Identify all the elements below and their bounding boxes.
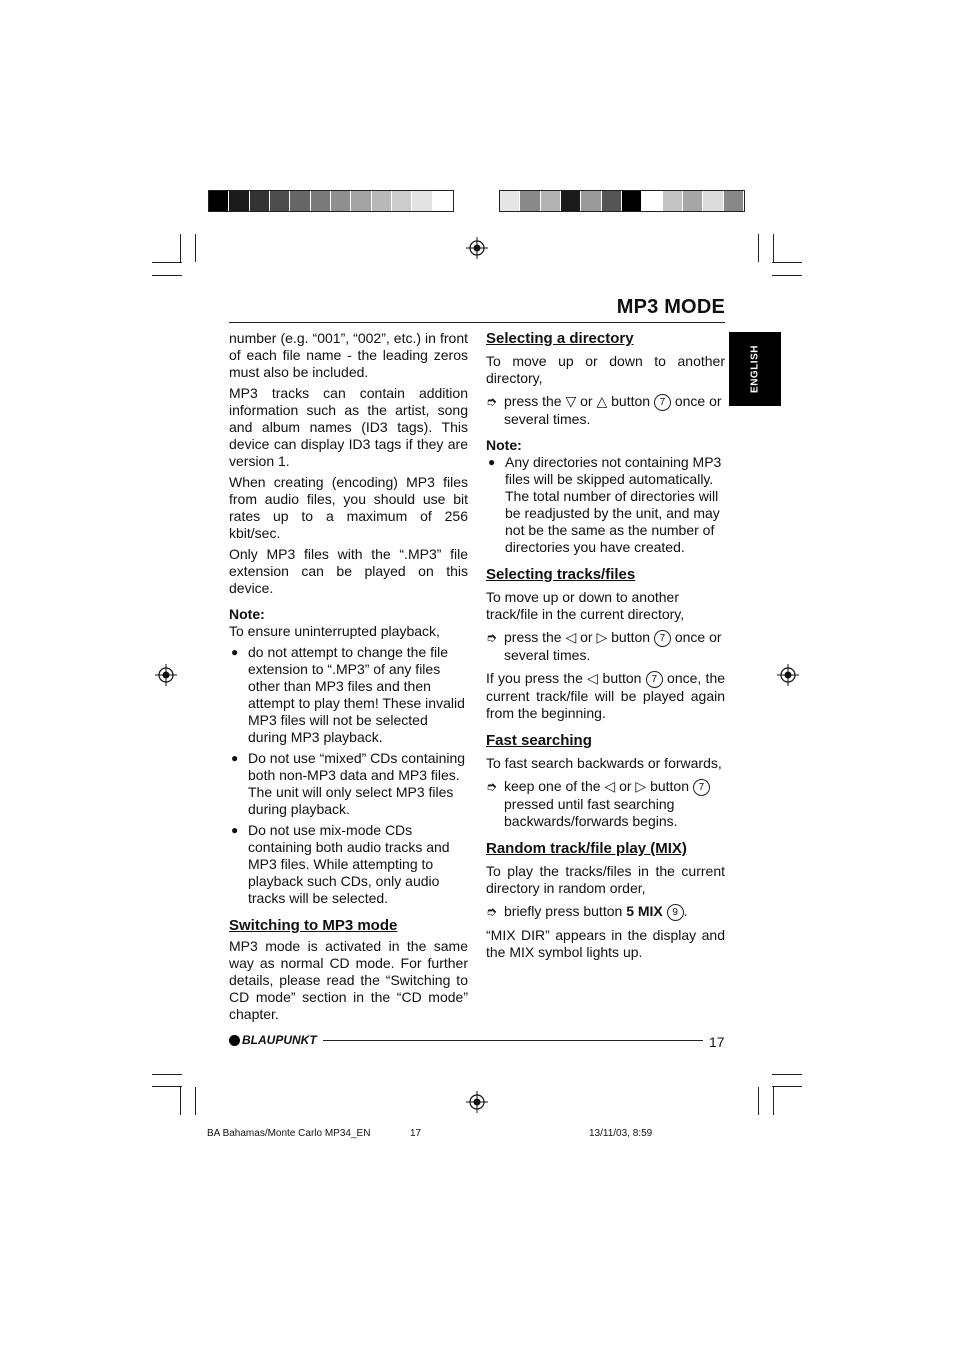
paragraph: To fast search backwards or forwards, [486, 755, 722, 771]
step-item: ➮ keep one of the ◁ or ▷ button 7 pressed until fast searching backwards/forwards begins. [486, 778, 725, 830]
list-item: ● Do not use mix-mode CDs containing both audio tracks and MP3 files. While attempting to playback such CDs, only audio tracks will be selected. [231, 822, 450, 906]
button-number-badge: 7 [693, 779, 710, 796]
color-swatch [311, 191, 331, 211]
brand-name: BLAUPUNKT [242, 1033, 317, 1047]
registration-mark-right [777, 664, 799, 686]
color-swatch [331, 191, 351, 211]
brand-logo [229, 1033, 317, 1047]
button-number-badge: 7 [646, 671, 663, 688]
paragraph: “MIX DIR” appears in the display and the MIX symbol lights up. [486, 927, 725, 960]
color-swatch [433, 191, 453, 211]
right-column [486, 330, 725, 961]
paragraph: number (e.g. “001”, “002”, etc.) in front of each file name - the leading zeros must also be included. [229, 330, 468, 380]
color-bar-left [208, 190, 454, 212]
section-heading-tracks: Selecting tracks/files [486, 566, 636, 583]
color-swatch [290, 191, 310, 211]
paragraph: To play the tracks/files in the current directory in random order, [486, 863, 725, 896]
paragraph: When creating (encoding) MP3 files from audio files, you should use bit rates up to a maximum of 256 kbit/sec. [229, 474, 468, 541]
registration-mark-left [155, 664, 177, 686]
step-arrow-icon: ➮ [486, 630, 497, 645]
page-number: 17 [709, 1034, 725, 1050]
paragraph: MP3 tracks can contain addition information such as the artist, song and album names (ID3 tags). This device can display ID3 tags if they are version 1. [229, 385, 468, 469]
step-item: ➮ press the ◁ or ▷ button 7 once or several times. [486, 629, 722, 663]
bullet-icon: ● [488, 455, 496, 469]
page-title: MP3 MODE [616, 296, 725, 318]
note-intro: To ensure uninterrupted playback, [229, 623, 440, 639]
color-swatch [500, 191, 520, 211]
color-swatch [372, 191, 392, 211]
print-slug-date: 13/11/03, 8:59 [589, 1128, 653, 1139]
language-tab [729, 332, 781, 406]
color-swatch [683, 191, 703, 211]
step-item: ➮ press the ▽ or △ button 7 once or several times. [486, 393, 722, 427]
print-slug-page: 17 [410, 1128, 422, 1139]
color-bar-right [499, 190, 745, 212]
color-swatch [520, 191, 540, 211]
color-swatch [724, 191, 744, 211]
section-heading-fast-search: Fast searching [486, 732, 592, 749]
left-column [229, 330, 468, 1023]
language-tab-label: ENGLISH [749, 345, 761, 393]
note-heading: Note: [229, 606, 265, 622]
button-number-badge: 9 [667, 904, 684, 921]
logo-dot-icon [229, 1035, 240, 1046]
step-item: ➮ briefly press button 5 MIX 9 . [486, 903, 688, 919]
print-slug-file: BA Bahamas/Monte Carlo MP34_EN [207, 1128, 371, 1139]
list-item: ● Any directories not containing MP3 files will be skipped automatically. The total number of directories will be readjusted by the unit, and may not be the same as the number of directories you have created. [488, 454, 722, 555]
registration-mark-bottom [466, 1091, 488, 1113]
note-heading: Note: [486, 437, 522, 453]
paragraph: To move up or down to another directory, [486, 353, 725, 386]
step-arrow-icon: ➮ [486, 779, 497, 794]
step-arrow-icon: ➮ [486, 904, 497, 919]
color-swatch [622, 191, 642, 211]
color-swatch [209, 191, 229, 211]
title-rule [229, 322, 725, 323]
color-swatch [581, 191, 601, 211]
footer-rule [323, 1040, 703, 1041]
button-number-badge: 7 [654, 394, 671, 411]
color-swatch [270, 191, 290, 211]
list-item: ● do not attempt to change the file extension to “.MP3” of any files other than MP3 files and then attempt to play them! These invalid MP3 files will not be selected during MP3 playback. [231, 644, 465, 745]
color-swatch [412, 191, 432, 211]
color-swatch [351, 191, 371, 211]
color-swatch [541, 191, 561, 211]
list-item: ● Do not use “mixed” CDs containing both non-MP3 data and MP3 files. The unit will only select MP3 files during playback. [231, 750, 466, 817]
paragraph: MP3 mode is activated in the same way as normal CD mode. For further details, please read the “Switching to CD mode” section in the “CD mode” chapter. [229, 938, 468, 1022]
bullet-icon: ● [231, 645, 239, 659]
color-swatch [602, 191, 622, 211]
color-swatch [703, 191, 723, 211]
paragraph: To move up or down to another track/file in the current directory, [486, 589, 685, 622]
button-number-badge: 7 [654, 630, 671, 647]
section-heading-directory: Selecting a directory [486, 330, 634, 347]
color-swatch [392, 191, 412, 211]
color-swatch [663, 191, 683, 211]
color-swatch [642, 191, 662, 211]
registration-mark-top [466, 237, 488, 259]
step-arrow-icon: ➮ [486, 394, 497, 409]
color-swatch [250, 191, 270, 211]
paragraph: If you press the ◁ button 7 once, the current track/file will be played again from the beginning. [486, 670, 726, 721]
color-swatch [229, 191, 249, 211]
section-heading-switching: Switching to MP3 mode [229, 917, 398, 934]
bullet-icon: ● [231, 823, 239, 837]
section-heading-mix: Random track/file play (MIX) [486, 840, 687, 857]
paragraph: Only MP3 files with the “.MP3” file extension can be played on this device. [229, 546, 468, 596]
bullet-icon: ● [231, 751, 239, 765]
color-swatch [561, 191, 581, 211]
